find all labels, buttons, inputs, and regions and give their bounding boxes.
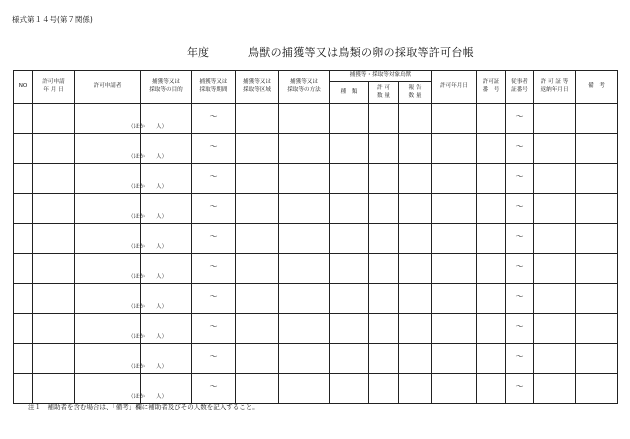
header-application-date: 許可申請 年 月 日 [33,71,75,104]
header-applicant: 許可申請者 [75,71,141,104]
table-cell[interactable] [236,224,279,254]
table-cell[interactable] [399,284,432,314]
table-cell[interactable] [192,374,236,404]
table-cell[interactable] [14,344,33,374]
table-cell[interactable] [477,284,506,314]
table-cell[interactable] [141,104,192,134]
header-worker-number: 従事者 証番号 [506,71,534,104]
table-cell[interactable] [506,164,534,194]
table-cell[interactable] [330,344,369,374]
table-cell[interactable] [369,134,399,164]
others-count-label: （ほか 人） [128,274,168,281]
range-tilde: ～ [209,112,218,121]
range-tilde: ～ [515,112,524,121]
table-cell[interactable] [432,104,477,134]
table-cell[interactable] [192,224,236,254]
table-cell[interactable] [141,314,192,344]
table-cell[interactable] [330,374,369,404]
table-cell[interactable] [236,374,279,404]
table-cell[interactable] [279,254,330,284]
range-tilde: ～ [209,172,218,181]
table-cell[interactable] [33,194,75,224]
table-row [14,314,618,344]
table-cell[interactable] [192,104,236,134]
header-target-group: 捕獲等・採取等対象鳥獣 [330,71,432,82]
table-cell[interactable] [576,164,618,194]
table-row [14,104,618,134]
range-tilde: ～ [515,202,524,211]
header-remarks: 備 考 [576,71,618,104]
table-cell[interactable] [432,254,477,284]
table-cell[interactable] [75,224,168,254]
table-cell[interactable] [576,134,618,164]
table-cell[interactable] [576,194,618,224]
table-row [14,194,618,224]
range-tilde: ～ [515,172,524,181]
others-count-label: （ほか 人） [128,124,168,131]
table-cell[interactable] [399,194,432,224]
table-row [14,224,618,254]
table-cell[interactable] [330,194,369,224]
table-cell[interactable] [506,254,534,284]
others-count-label: （ほか 人） [128,184,168,191]
table-cell[interactable] [236,344,279,374]
others-count-label: （ほか 人） [128,394,168,401]
range-tilde: ～ [209,232,218,241]
table-row [14,284,618,314]
table-cell[interactable] [279,164,330,194]
table-cell[interactable] [14,164,33,194]
table-cell[interactable] [506,344,534,374]
range-tilde: ～ [209,292,218,301]
table-cell[interactable] [506,374,534,404]
table-cell[interactable] [279,224,330,254]
table-cell[interactable] [330,254,369,284]
table-cell[interactable] [477,314,506,344]
header-period: 捕獲等又は 採取等期間 [192,71,236,104]
table-cell[interactable] [330,104,369,134]
table-cell[interactable] [477,104,506,134]
table-cell[interactable] [141,284,192,314]
table-cell[interactable] [141,344,192,374]
table-cell[interactable] [399,314,432,344]
table-cell[interactable] [279,194,330,224]
table-cell[interactable] [399,254,432,284]
range-tilde: ～ [515,232,524,241]
range-tilde: ～ [209,382,218,391]
table-row [14,134,618,164]
table-cell[interactable] [75,104,168,134]
table-cell[interactable] [576,374,618,404]
table-cell[interactable] [279,374,330,404]
table-cell[interactable] [141,224,192,254]
table-cell[interactable] [534,344,576,374]
title-year: 年度 [187,46,209,59]
table-cell[interactable] [14,104,33,134]
table-cell[interactable] [14,134,33,164]
table-cell[interactable] [33,224,75,254]
table-cell[interactable] [75,194,168,224]
table-cell[interactable] [192,134,236,164]
table-cell[interactable] [33,104,75,134]
table-cell[interactable] [33,374,75,404]
table-cell[interactable] [576,314,618,344]
table-cell[interactable] [432,194,477,224]
table-row [14,374,618,404]
table-cell[interactable] [279,314,330,344]
table-cell[interactable] [279,104,330,134]
table-cell[interactable] [369,314,399,344]
table-cell[interactable] [141,164,192,194]
range-tilde: ～ [515,322,524,331]
others-count-label: （ほか 人） [128,304,168,311]
table-cell[interactable] [192,194,236,224]
table-cell[interactable] [477,374,506,404]
table-row [14,344,618,374]
table-cell[interactable] [399,164,432,194]
table-cell[interactable] [369,344,399,374]
table-cell[interactable] [33,134,75,164]
range-tilde: ～ [515,262,524,271]
table-cell[interactable] [141,254,192,284]
table-cell[interactable] [506,194,534,224]
table-cell[interactable] [534,104,576,134]
table-cell[interactable] [506,224,534,254]
range-tilde: ～ [209,142,218,151]
table-cell[interactable] [14,194,33,224]
table-cell[interactable] [330,134,369,164]
table-cell[interactable] [399,224,432,254]
table-cell[interactable] [33,284,75,314]
table-cell[interactable] [141,134,192,164]
table-cell[interactable] [279,284,330,314]
table-cell[interactable] [477,254,506,284]
others-count-label: （ほか 人） [128,364,168,371]
table-cell[interactable] [399,104,432,134]
table-cell[interactable] [236,164,279,194]
table-cell[interactable] [236,284,279,314]
table-cell[interactable] [236,134,279,164]
range-tilde: ～ [515,292,524,301]
table-cell[interactable] [399,134,432,164]
table-cell[interactable] [369,164,399,194]
table-cell[interactable] [432,344,477,374]
table-cell[interactable] [33,344,75,374]
table-cell[interactable] [399,374,432,404]
table-cell[interactable] [14,374,33,404]
table-cell[interactable] [192,344,236,374]
table-cell[interactable] [534,254,576,284]
others-count-label: （ほか 人） [128,154,168,161]
table-cell[interactable] [369,104,399,134]
table-cell[interactable] [576,254,618,284]
table-cell[interactable] [506,284,534,314]
others-count-label: （ほか 人） [128,244,168,251]
table-cell[interactable] [141,194,192,224]
table-cell[interactable] [534,284,576,314]
header-species: 種 類 [330,82,369,104]
permit-ledger-table [13,70,618,404]
range-tilde: ～ [209,202,218,211]
table-cell[interactable] [75,374,168,404]
form-label: 様式第１４号(第７関係) [12,15,93,24]
table-cell[interactable] [369,224,399,254]
table-cell[interactable] [477,224,506,254]
table-cell[interactable] [477,134,506,164]
table-cell[interactable] [506,104,534,134]
table-cell[interactable] [33,164,75,194]
table-cell[interactable] [534,164,576,194]
table-cell[interactable] [141,374,192,404]
table-cell[interactable] [432,374,477,404]
table-cell[interactable] [399,344,432,374]
table-cell[interactable] [432,224,477,254]
table-cell[interactable] [75,344,168,374]
table-cell[interactable] [236,104,279,134]
range-tilde: ～ [515,352,524,361]
header-no: NO [14,71,33,104]
table-cell[interactable] [75,284,168,314]
header-reported-quantity: 報 告 数 量 [399,82,432,104]
table-cell[interactable] [14,224,33,254]
header-return-date: 許 可 証 等 返納年月日 [534,71,576,104]
table-cell[interactable] [576,104,618,134]
others-count-label: （ほか 人） [128,214,168,221]
table-cell[interactable] [330,224,369,254]
table-cell[interactable] [75,164,168,194]
table-cell[interactable] [369,284,399,314]
table-cell[interactable] [33,254,75,284]
range-tilde: ～ [209,322,218,331]
table-cell[interactable] [33,314,75,344]
table-cell[interactable] [534,224,576,254]
title-main: 鳥獣の捕獲等又は鳥類の卵の採取等許可台帳 [248,46,474,59]
table-cell[interactable] [534,134,576,164]
header-method: 捕獲等又は 採取等の方法 [279,71,330,104]
table-cell[interactable] [432,164,477,194]
header-permitted-quantity: 許 可 数 量 [369,82,399,104]
table-cell[interactable] [279,134,330,164]
header-permit-number: 許可証 番 号 [477,71,506,104]
table-cell[interactable] [192,164,236,194]
table-cell[interactable] [534,314,576,344]
table-cell[interactable] [192,314,236,344]
range-tilde: ～ [515,382,524,391]
range-tilde: ～ [209,352,218,361]
table-cell[interactable] [369,254,399,284]
table-cell[interactable] [14,254,33,284]
range-tilde: ～ [209,262,218,271]
header-area: 捕獲等又は 採取等区域 [236,71,279,104]
table-cell[interactable] [576,284,618,314]
table-cell[interactable] [192,284,236,314]
table-cell[interactable] [506,314,534,344]
table-row [14,254,618,284]
table-cell[interactable] [576,344,618,374]
table-cell[interactable] [369,374,399,404]
table-cell[interactable] [75,314,168,344]
table-cell[interactable] [432,134,477,164]
table-cell[interactable] [75,134,168,164]
table-cell[interactable] [279,344,330,374]
table-row [14,164,618,194]
table-cell[interactable] [432,284,477,314]
table-cell[interactable] [236,194,279,224]
table-cell[interactable] [576,224,618,254]
header-permit-date: 許可年月日 [432,71,477,104]
table-cell[interactable] [534,374,576,404]
table-cell[interactable] [14,314,33,344]
table-cell[interactable] [236,254,279,284]
table-cell[interactable] [14,284,33,314]
table-cell[interactable] [477,194,506,224]
header-purpose: 捕獲等又は 採取等の目的 [141,71,192,104]
table-cell[interactable] [330,314,369,344]
table-cell[interactable] [477,344,506,374]
range-tilde: ～ [515,142,524,151]
others-count-label: （ほか 人） [128,334,168,341]
footnote: 注１ 補助者を含む場合は、「備考」欄に補助者及びその人数を記入すること。 [28,403,259,411]
table-cell[interactable] [236,314,279,344]
table-cell[interactable] [506,134,534,164]
table-cell[interactable] [75,254,168,284]
table-cell[interactable] [534,194,576,224]
table-cell[interactable] [432,314,477,344]
table-cell[interactable] [477,164,506,194]
table-cell[interactable] [330,284,369,314]
table-cell[interactable] [192,254,236,284]
table-cell[interactable] [330,164,369,194]
table-cell[interactable] [369,194,399,224]
